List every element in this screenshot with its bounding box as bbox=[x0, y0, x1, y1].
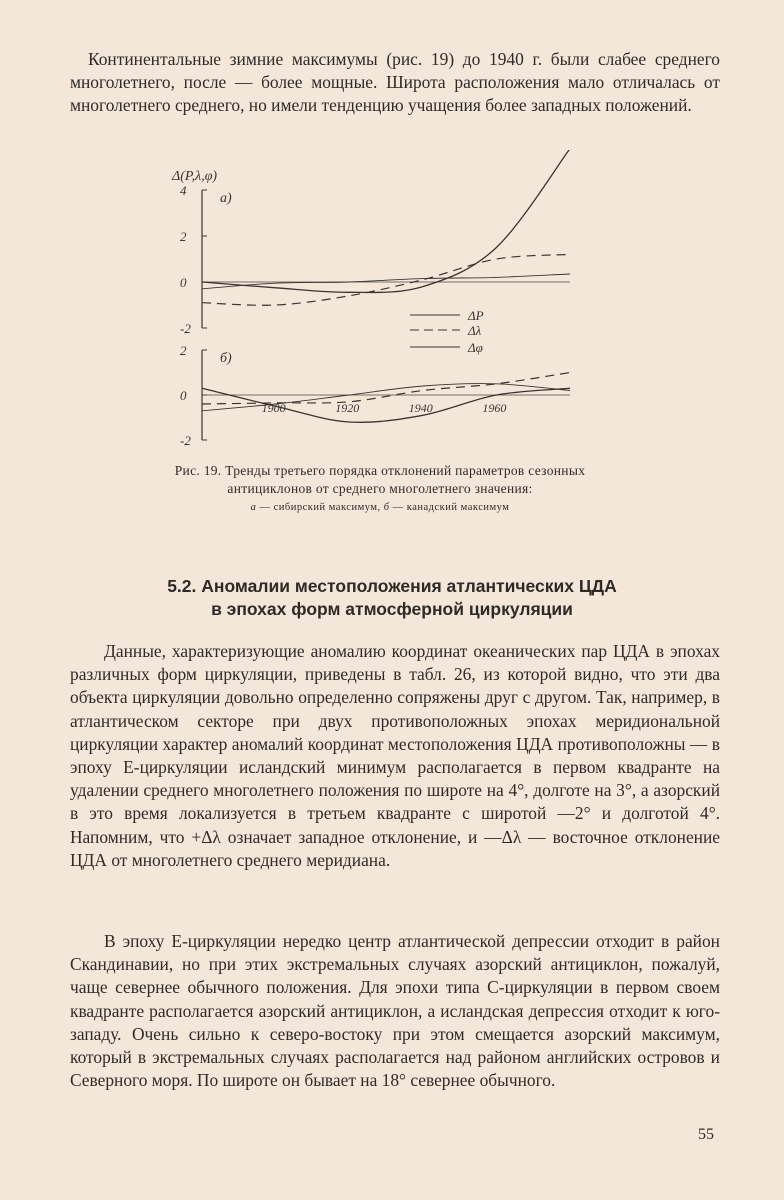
y-tick-label: 0 bbox=[180, 275, 187, 290]
page-number: 55 bbox=[698, 1126, 714, 1143]
caption-sub-b-letter: б bbox=[383, 502, 390, 513]
x-tick-label: 1960 bbox=[482, 401, 507, 415]
intro-paragraph: Континентальные зимние максимумы (рис. 19) до 1940 г. были слабее среднего многолетнего, после — более мощные. Широта расположения мало отличалась от многолетнего среднего, но имели тенденцию учащения более западных положений. bbox=[70, 49, 720, 116]
section-heading-line-2: в эпохах форм атмосферной циркуляции bbox=[211, 599, 573, 619]
series-Δλ-panel-1 bbox=[202, 373, 570, 405]
y-tick-label: -2 bbox=[180, 433, 191, 448]
x-tick-label: 1900 bbox=[261, 401, 286, 415]
y-tick-label: 4 bbox=[180, 183, 187, 198]
x-tick-label: 1920 bbox=[335, 401, 360, 415]
series-ΔP-panel-0 bbox=[202, 150, 570, 292]
legend-label-ΔP: ΔP bbox=[468, 308, 484, 323]
series-Δφ-panel-1 bbox=[202, 384, 570, 411]
body-paragraph-2: Данные, характеризующие аномалию координат океанических пар ЦДА в эпохах различных форм циркуляции, приведены в табл. 26, из которой видно, что эти два объекта циркуляции довольно определенно сопряжены друг с другом. Так, например, в атлантическом секторе при двух противоположных эпохах меридиональной циркуляции характер аномалий координат местоположения ЦДА противоположны — в эпоху Е-циркуляции исландский минимум располагается в первом квадранте на удалении среднего многолетнего положения по широте на 4°, долготе на 3°, а азорский в это время локализуется в третьем квадранте с широтой —2° и долготой 4°. Напомним, что +Δλ означает западное отклонение, и —Δλ — восточное отклонение ЦДА от многолетнего среднего меридиана. bbox=[70, 641, 720, 870]
y-tick-label: 0 bbox=[180, 388, 187, 403]
trend-chart bbox=[160, 150, 590, 455]
caption-sub-a-letter: а bbox=[250, 502, 257, 513]
section-heading bbox=[100, 575, 684, 621]
figure-caption bbox=[160, 462, 600, 517]
y-tick-label: -2 bbox=[180, 321, 191, 336]
y-tick-label: 2 bbox=[180, 229, 187, 244]
body-paragraph-3: В эпоху Е-циркуляции нередко центр атлантической депрессии отходит в район Скандинавии, но при этих экстремальных случаях азорский антициклон, пожалуй, чаще севернее обычного положения. Для эпохи типа С-циркуляции в первом своем квадранте располагается азорский антициклон, а исландская депрессия отходит к юго-западу. Очень сильно к северо-востоку при этом смещается азорский максимум, который в экстремальных случаях располагается над районом английских островов и Северного моря. По широте он бывает на 18° севернее обычного. bbox=[70, 931, 720, 1091]
caption-main: Рис. 19. Тренды третьего порядка отклонений параметров сезонных антициклонов от среднего многолетнего значения: bbox=[174, 463, 586, 496]
panel-label: а) bbox=[220, 191, 232, 206]
panel-label: б) bbox=[220, 351, 232, 366]
figure-19 bbox=[160, 150, 590, 455]
legend-label-Δφ: Δφ bbox=[468, 340, 483, 355]
series-ΔP-panel-1 bbox=[202, 388, 570, 422]
legend-label-Δλ: Δλ bbox=[468, 323, 482, 338]
caption-sub bbox=[160, 499, 600, 517]
caption-sub-b-text: — канадский максимум bbox=[389, 502, 510, 513]
y-tick-label: 2 bbox=[180, 343, 187, 358]
section-heading-line-1: 5.2. Аномалии местоположения атлантических ЦДА bbox=[167, 576, 617, 596]
y-axis-label: Δ(P,λ,φ) bbox=[172, 169, 218, 184]
caption-sub-a-text: — сибирский максимум, bbox=[256, 502, 384, 513]
x-tick-label: 1940 bbox=[408, 401, 433, 415]
